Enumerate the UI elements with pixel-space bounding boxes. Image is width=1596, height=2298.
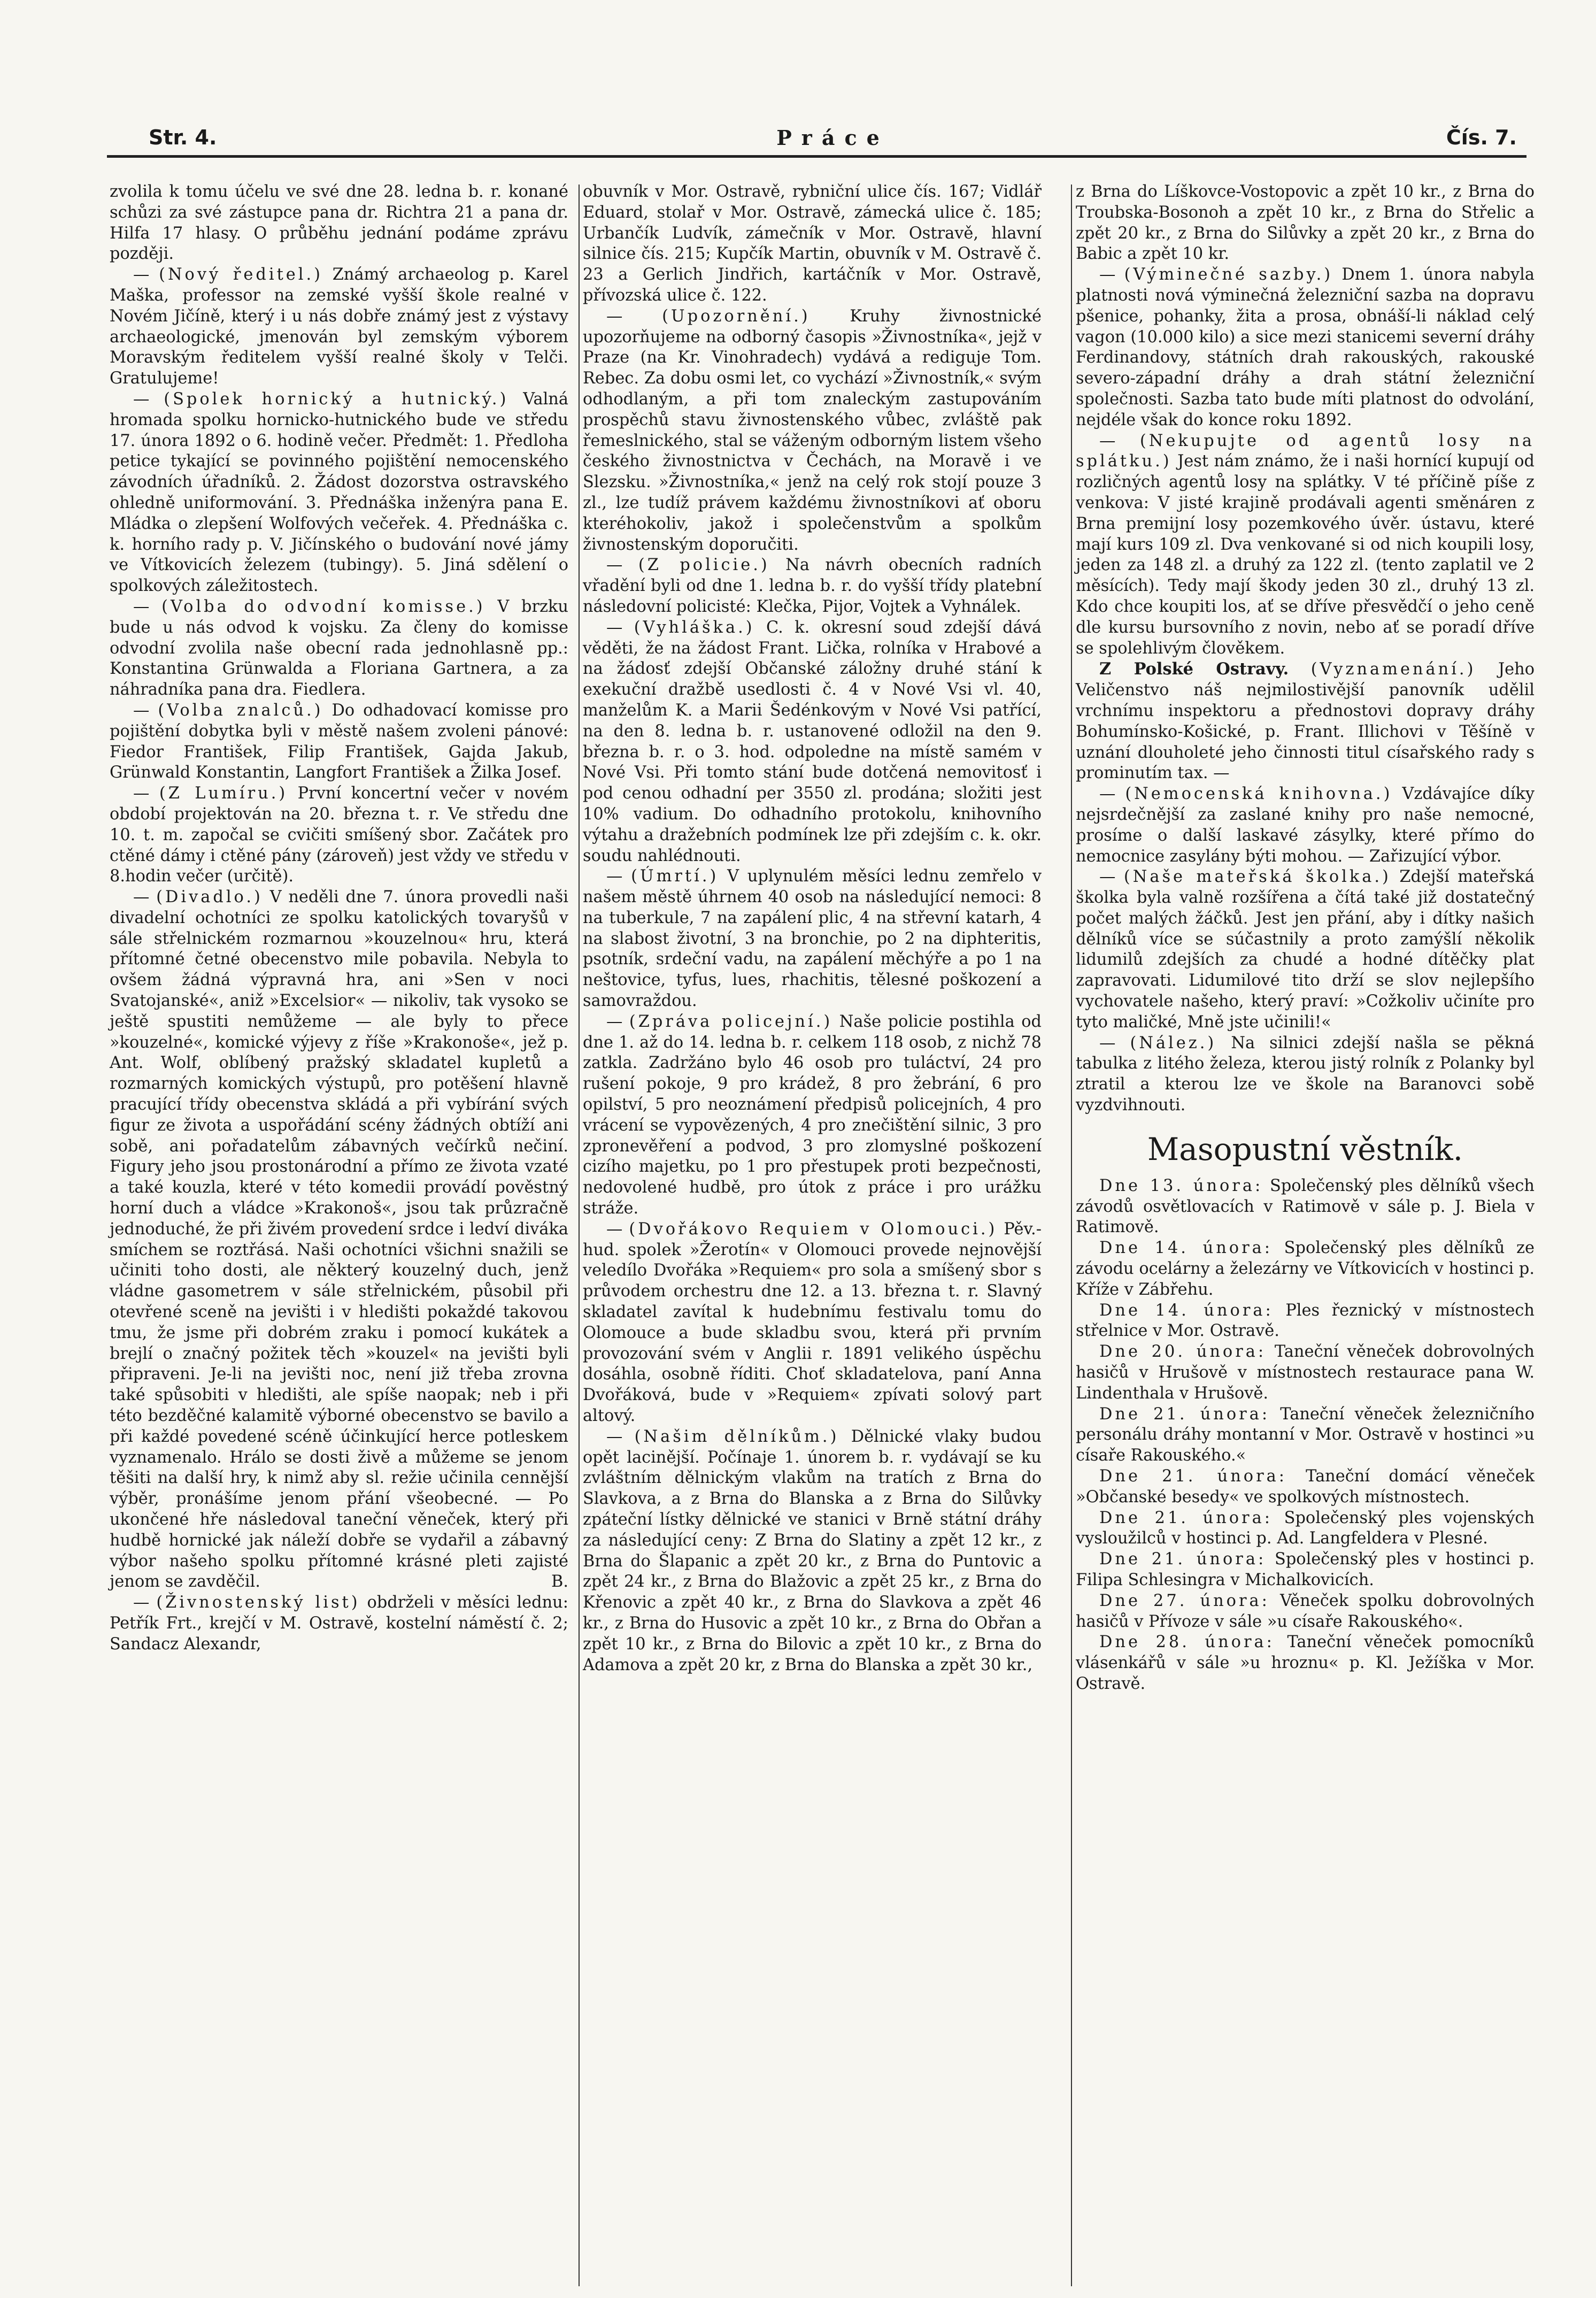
article-heading: (Nekupujte od agentů losy na splátku.) xyxy=(1076,431,1535,471)
event-date: Dne 13. února: xyxy=(1099,1176,1263,1195)
article-body: Jeho Veličenstvo náš nejmilostivější panovník udělil vrchnímu inspektoru a přednostovi dopravy dráhy Bohumínsko-Košické, p. Frant. Illichovi v Těšíně v uznání dlouholeté jeho činnosti titul císařského rady s prominutím tax. — xyxy=(1076,660,1535,783)
article-vyhlaska: — (Vyhláška.) C. k. okresní soud zdejší dává věděti, že na žádost Frant. Lička, rolníka v Hrabové a na žádosť zdejší Občanské záložny druhé stání k exekuční dražbě usedlosti č. 4 v Nové Vsi vl. 40, manželům K. a Marii Šedénkovým v Nové Vsi patřící, na den 8. ledna b. r. ustanovené odložil na den 9. března b. r. o 3. hod. odpoledne na místě samém v Nové Vsi. Při tomto stání bude dotčená nemovitosť i pod cenou odhadní per 3550 zl. prodána; složiti jest 10% vadium. Do odhadního protokolu, knihovního výtahu a dražebních podmínek lze při zdejším c. k. okr. soudu nahlédnouti. xyxy=(583,618,1042,865)
event-date: Dne 14. února: xyxy=(1099,1239,1273,1258)
article-heading: (Volba do odvodní komisse.) xyxy=(161,597,485,616)
event-date: Dne 21. února: xyxy=(1099,1550,1267,1569)
article-heading: (Volba znalců.) xyxy=(158,701,323,720)
event-item xyxy=(1076,1508,1535,1550)
article-spolek-hornicky: — (Spolek hornický a hutnický.) Valná hromada spolku hornicko-hutnického bude ve středu 17. února 1892 o 6. hodině večer. Předmět: 1. Předloha petice tykající se povinného pojištění nemocenského závodních úřadníků. 2. Žádost dozorstva ostravského ohledně uniformování. 3. Přednáška inženýra pana E. Mládka o zlepšení Wolfových večeřek. 4. Přednáška c. k. horního rady p. V. Jičínského o budování nové jámy ve Vítkovicích železem (tubingy). 5. Jiná sdělení o spolkových záležitostech. xyxy=(110,389,568,596)
article-heading: (Upozornění.) xyxy=(662,306,811,326)
article-heading: (Vyznamenání.) xyxy=(1310,660,1476,679)
event-text: Taneční domácí věneček »Občanské besedy« ve spolkových místnostech. xyxy=(1076,1467,1535,1507)
article-body: Naše policie postihla od dne 1. až do 14. ledna b. r. celkem 118 osob, z nichž 78 zatkla. Zadržáno bylo 46 osob pro tuláctví, 24 pro rušení pokoje, 9 pro krádež, 8 pro žebrání, 6 pro opilství, 5 pro neoznámení předpisů policejních, 4 pro vrácení se vypovězených, 4 pro znečištění silnic, 3 pro zpronevěření a podvod, 3 pro zlomyslné poškození cizího majetku, po 1 pro přestupek proti bezpečnosti, nedovolené hudbě, pro útok z práce i pro urážku stráže. xyxy=(583,1012,1042,1218)
event-text: Taneční věneček železničního personálu dráhy montanní v Mor. Ostravě v hostinci »u císaře Rakouského.« xyxy=(1076,1404,1535,1465)
article-divadlo: — (Divadlo.) V neděli dne 7. února provedli naši divadelní ochotníci ze spolku katolických tovaryšů v sále střelnickém rozmarnou »kouzelnou« hru, která přítomné četné obecenstvo mile pobavila. Nebyla to ovšem žádná výpravná hra, ani »Sen v noci Svatojanské«, aniž »Excelsior« — nikoliv, tak vysoko se ještě spustiti nemůžeme — ale byly to přece »kouzelné«, komické výjevy z říše »Krakonoše«, jež p. Ant. Wolf, oblíbený pražský skladatel kupletů a rozmarných komických výstupů, pro potěšení hlavně pracující třídy obecenstva skládá a při vybírání svých figur ze života a uspořádání scény žádných obtíží ani sobě, ani pořadatelům zábavných večírků nečiní. Figury jeho jsou prostonárodní a přímo ze života vzaté a také kouzla, které v této komedii provádí pověstný horní duch a vládce »Krakonoš«, jsou tak průzračně jednoduché, že při živém provedení srdce i ledví diváka smíchem se roztřásá. Naši ochotníci všichni snažili se učiniti toho dosti, ale některý kouzelný duch, jenž vládne gasometrem v sále střelnickém, působil při otevřené sceně na jevišti i v hledišti pokaždé takovou tmu, že jsme při dobrém zraku i pomocí kukátek a brejlí o značný požitek těch »kouzel« na jevišti byli připraveni. Je-li na jevišti noc, není již třeba zrovna také spůsobiti v hledišti, ale spíše naopak; neb i při této bezděčné kalamitě výborné obecenstvo se bavilo a při každé povedené scéně účinkující herce potleskem vyznamenalo. Hrálo se dosti živě a můžeme se jenom těšiti na další hry, k nimž aby sl. režie učinila cennější výběr, pronášíme jenom přání všeobecné. — Po ukončené hře následoval taneční věneček, který při hudbě hornické jak náleží dobře se vydařil a zábavný výbor našeho spolku přítomné krásné pleti zajisté jenom se zavděčil. B. xyxy=(110,887,568,1593)
event-item xyxy=(1076,1301,1535,1342)
column-divider xyxy=(1071,185,1072,2286)
article-body: C. k. okresní soud zdejší dává věděti, že na žádost Frant. Lička, rolníka v Hrabové a na žádosť zdejší Občanské záložny druhé stání k exekuční dražbě usedlosti č. 4 v Nové Vsi vl. 40, manželům K. a Marii Šedénkovým v Nové Vsi patřící, na den 8. ledna b. r. ustanovené odložil na den 9. března b. r. o 3. hod. odpoledne na místě samém v Nové Vsi. Při tomto stání bude dotčená nemovitosť i pod cenou odhadní per 3550 zl. prodána; složiti jest 10% vadium. Do odhadního protokolu, knihovního výtahu a dražebních podmínek lze při zdejším c. k. okr. soudu nahlédnouti. xyxy=(583,618,1042,865)
event-date: Dne 20. února: xyxy=(1099,1342,1267,1362)
article-body: V uplynulém měsíci lednu zemřelo v našem městě úhrnem 40 osob na následující nemoci: 8 na tuberkule, 7 na zapálení plic, 4 na střevní katarh, 4 na slabost životní, 3 na bronchie, po 2 na diphteritis, psotník, srdeční vadu, na zapálení měchýře a po 1 na neštovice, tyfus, lues, rhachitis, tělesné poškození a samovraždou. xyxy=(583,867,1042,1011)
article-continuation: obuvník v Mor. Ostravě, rybniční ulice čís. 167; Vidlář Eduard, stolař v Mor. Ostravě, zámecká ulice č. 185; Urbančík Ludvík, zámečník v Mor. Ostravě, hlavní silnice čís. 215; Kupčík Martin, obuvník v M. Ostravě č. 23 a Gerlich Jindřich, kartáčník v Mor. Ostravě, přívozská ulice č. 122. xyxy=(583,182,1042,305)
article-body: V brzku bude u nás odvod k vojsku. Za členy do komisse odvodní zvolila naše obecní rada jednohlasně pp.: Konstantina Grünwalda a Floriana Gartnera, a za náhradníka pana dra. Fiedlera. xyxy=(110,597,568,700)
event-date: Dne 21. února: xyxy=(1099,1404,1270,1424)
place-heading: Z Polské Ostravy. xyxy=(1099,659,1289,679)
events-list xyxy=(1076,1176,1535,1695)
event-item xyxy=(1076,1176,1535,1238)
article-z-policie: — (Z policie.) Na návrh obecních radních vřadění byli od dne 1. ledna b. r. do vyšší třídy platební následovní policisté: Klečka, Pijor, Vojtek a Vyhnálek. xyxy=(583,556,1042,616)
article-umrti: — (Úmrtí.) V uplynulém měsíci lednu zemřelo v našem městě úhrnem 40 osob na následující nemoci: 8 na tuberkule, 7 na zapálení plic, 4 na střevní katarh, 4 na slabost životní, 3 na bronchie, po 2 na diphteritis, psotník, srdeční vadu, na zapálení měchýře a po 1 na neštovice, tyfus, lues, rhachitis, tělesné poškození a samovraždou. xyxy=(583,867,1042,1011)
article-nekupujte: — (Nekupujte od agentů losy na splátku.) Jest nám známo, že i naši hornící kupují od rozličných agentů losy na splátky. V té příčině píše z venkova: V jisté krajině prodávali agenti směnáren z Brna premijní losy pozemkového úvěr. ústavu, které mají kurs 109 zl. Dva venkované si od nich koupili losy, jeden za 148 zl. a druhý za 122 zl. (tento zaplatil ve 2 měsících). Tedy mají škody jeden 30 zl., druhý 13 zl. Kdo chce koupiti los, ať se dříve přesvědčí o jeho ceně dle kursu bursovního z novin, nebo ať se poradí dříve se spolehlivým člověkem. xyxy=(1076,431,1535,658)
event-item xyxy=(1076,1591,1535,1633)
newspaper-title: Práce xyxy=(776,126,889,150)
column-3 xyxy=(1076,182,1535,1695)
article-body: Známý archaeolog p. Karel Maška, professor na zemské vyšší škole realné v Novém Jičíně, který i u nás dobře známý jest z výstavy archaeologické, jmenován byl zemským výborem Moravským ředitelem vyšší realné školy v Telči. Gratulujeme! xyxy=(110,265,568,388)
article-requiem: — (Dvořákovo Requiem v Olomouci.) Pěv.-hud. spolek »Žerotín« v Olomouci provede nejnovější veledílo Dvořáka »Requiem« pro sola a smíšený sbor s průvodem orchestru dne 12. a 13. března t. r. Slavný skladatel zavítal k hudebnímu festivalu tomu do Olomouce a bude skladbu svou, která při prvním provozování svém v Anglii r. 1891 velikého úspěchu dosáhla, osobně říditi. Choť skladatelova, paní Anna Dvořáková, bude v »Requiem« zpívati solový part altový. xyxy=(583,1219,1042,1426)
article-body: Na návrh obecních radních vřadění byli od dne 1. ledna b. r. do vyšší třídy platební následovní policisté: Klečka, Pijor, Vojtek a Vyhnálek. xyxy=(583,556,1042,616)
article-heading: (Výminečné sazby.) xyxy=(1124,265,1333,285)
event-item xyxy=(1076,1404,1535,1466)
event-date: Dne 28. února: xyxy=(1099,1633,1275,1652)
event-item xyxy=(1076,1632,1535,1694)
article-heading: (Úmrtí.) xyxy=(631,867,719,886)
article-body: Dělnické vlaky budou opět lacinější. Počínaje 1. únorem b. r. vydávají se ku zvláštním dělnickým vlakům na tratích z Brna do Slavkova, a z Brna do Blanska a z Brna do Silůvky zpáteční lístky dělnické ve stanici v Brně státní dráhy za následující ceny: Z Brna do Slatiny a zpět 12 kr., z Brna do Šlapanic a zpět 20 kr., z Brna do Puntovic a zpět 24 kr., z Brna do Blažovic a zpět 25 kr., z Brna do Křenovic a zpět 40 kr., z Brna do Slavkova a zpět 46 kr., z Brna do Husovic a zpět 10 kr., z Brna do Obřan a zpět 10 kr., z Brna do Bilovic a zpět 10 kr., z Brna do Adamova a zpět 20 kr, z Brna do Blanska a zpět 30 kr., xyxy=(583,1427,1042,1674)
article-volba-znalcu: — (Volba znalců.) Do odhadovací komisse pro pojištění dobytka byli v městě našem zvoleni pánové: Fiedor František, Filip František, Gajda Jakub, Grünwald Konstantin, Langfort František a Žilka Josef. xyxy=(110,701,569,782)
event-text: Společenský ples dělníků všech závodů osvětlovacích v Ratimově v sále p. J. Biela v Ratimově. xyxy=(1076,1176,1535,1237)
article-body: Pěv.-hud. spolek »Žerotín« v Olomouci provede nejnovější veledílo Dvořáka »Requiem« pro sola a smíšený sbor s průvodem orchestru dne 12. a 13. března t. r. Slavný skladatel zavítal k hudebnímu festivalu tomu do Olomouce a bude skladbu svou, která při prvním provozování svém v Anglii r. 1891 velikého úspěchu dosáhla, osobně říditi. Choť skladatelova, paní Anna Dvořáková, bude v »Requiem« zpívati solový part altový. xyxy=(583,1219,1042,1426)
article-body: Jest nám známo, že i naši hornící kupují od rozličných agentů losy na splátky. V té příčině píše z venkova: V jisté krajině prodávali agenti směnáren z Brna premijní losy pozemkového úvěr. ústavu, které mají kurs 109 zl. Dva venkované si od nich koupili losy, jeden za 148 zl. a druhý za 122 zl. (tento zaplatil ve 2 měsících). Tedy mají škody jeden 30 zl., druhý 13 zl. Kdo chce koupiti los, ať se dříve přesvědčí o jeho ceně dle kursu bursovního z novin, nebo ať se poradí dříve se spolehlivým člověkem. xyxy=(1076,452,1535,658)
article-nalez: — (Nález.) Na silnici zdejší našla se pěkná tabulka z litého železa, kterou jistý rolník z Polanky byl ztratil a kterou lze ve škole na Baranovci sobě vyzdvihnouti. xyxy=(1076,1033,1535,1115)
event-text: Věneček spolku dobrovolných hasičů v Přívoze v sále »u císaře Rakouského«. xyxy=(1076,1591,1535,1631)
event-text: Společenský ples dělníků ze závodu ocelárny a železárny ve Vítkovicích v hostinci p. Kříže v Zábřehu. xyxy=(1076,1239,1535,1299)
article-heading: (Nový ředitel.) xyxy=(159,265,323,285)
header-rule xyxy=(107,155,1526,158)
event-text: Společenský ples vojenských vysloužilců v hostinci p. Ad. Langfeldera v Plesné. xyxy=(1076,1508,1535,1548)
article-heading: (Nemocenská knihovna.) xyxy=(1125,785,1393,804)
event-date: Dne 21. února: xyxy=(1099,1467,1287,1486)
article-body: V neděli dne 7. února provedli naši divadelní ochotníci ze spolku katolických tovaryšů v sále střelnickém rozmarnou »kouzelnou« hru, která přítomné četné obecenstvo mile pobavila. Nebyla to ovšem žádná výpravná hra, ani »Sen v noci Svatojanské«, aniž »Excelsior« — nikoliv, tak vysoko se ještě spustiti nemůžeme — ale byly to přece »kouzelné«, komické výjevy z říše »Krakonoše«, jež p. Ant. Wolf, oblíbený pražský skladatel kupletů a rozmarných komických výstupů, pro potěšení hlavně pracující třídy obecenstva skládá a při vybírání svých figur ze života a uspořádání scény žádných obtíží ani sobě, ani pořadatelům zábavných večírků nečiní. Figury jeho jsou prostonárodní a přímo ze života vzaté a také kouzla, které v této komedii provádí pověstný horní duch a vládce »Krakonoš«, jsou tak průzračně jednoduché, že při živém provedení srdce i ledví diváka smíchem se roztřásá. Naši ochotníci všichni snažili se učiniti toho dosti, ale některý kouzelný duch, jenž vládne gasometrem v sále střelnickém, působil při otevřené sceně na jevišti i v hledišti pokaždé takovou tmu, že jsme při dobrém zraku i pomocí kukátek a brejlí o značný požitek těch »kouzel« na jevišti byli připraveni. Je-li na jevišti noc, není již třeba zrovna také spůsobiti v hledišti, ale spíše naopak; neb i při této bezděčné kalamitě výborné obecenstvo se bavilo a při každé povedené scéně účinkující herce potleskem vyznamenalo. Hrálo se dosti živě a můžeme se jenom těšiti na další hry, k nimž aby sl. režie učinila cennější výběr, pronášíme jenom přání všeobecné. — Po ukončené hře následoval taneční věneček, který při hudbě hornické jak náleží dobře se vydařil a zábavný výbor našeho spolku přítomné krásné pleti zajisté jenom se zavděčil. xyxy=(110,888,568,1592)
article-body: Do odhadovací komisse pro pojištění dobytka byli v městě našem zvoleni pánové: Fiedor František, Filip František, Gajda Jakub, Grünwald Konstantin, Langfort František a Žilka Josef. xyxy=(110,701,569,782)
article-heading: (Živnostenský list) xyxy=(156,1593,360,1612)
article-heading: (Z Lumíru.) xyxy=(159,784,288,803)
column-2 xyxy=(583,182,1042,1676)
article-body: Na silnici zdejší našla se pěkná tabulka z litého železa, kterou jistý rolník z Polanky byl ztratil a kterou lze ve škole na Baranovci sobě vyzdvihnouti. xyxy=(1076,1033,1535,1115)
event-date: Dne 27. února: xyxy=(1099,1591,1270,1610)
article-heading: (Nález.) xyxy=(1130,1033,1217,1052)
event-date: Dne 14. února: xyxy=(1099,1301,1274,1320)
article-z-lumiru: — (Z Lumíru.) První koncertní večer v novém období projektován na 20. března t. r. Ve středu dne 10. t. m. započal se cvičiti smíšený sbor. Začátek pro ctěné dámy i ctěné pány (zároveň) jest vždy ve středu v 8.hodin večer (určitě). xyxy=(110,784,568,886)
event-text: Taneční věneček pomocníků vlásenkářů v sále »u hroznu« p. Kl. Ježíška v Mor. Ostravě. xyxy=(1076,1633,1535,1693)
article-body: První koncertní večer v novém období projektován na 20. března t. r. Ve středu dne 10. t. m. započal se cvičiti smíšený sbor. Začátek pro ctěné dámy i ctěné pány (zároveň) jest vždy ve středu v 8.hodin večer (určitě). xyxy=(110,784,568,886)
event-text: Ples řeznický v místnostech střelnice v Mor. Ostravě. xyxy=(1076,1301,1535,1341)
article-body: Zdejší mateřská školka byla valně rozšířena a čítá také již dostatečný počet malých žáčků. Jest jen přání, aby i dítky našich dělníků více se súčastnily a proto zamýšlí několik lidumilů zdejších za chudé a hodné dítěčky plat zapravovati. Lidumilové tito drží se slov nejlepšího vychovatele našeho, který praví: »Cožkoliv učiníte pro tyto maličké, Mně jste učinili!« xyxy=(1076,867,1535,1032)
column-divider xyxy=(579,185,580,2286)
event-text: Taneční věneček dobrovolných hasičů v Hrušově v místnostech restaurace pana W. Lindenthala v Hrušově. xyxy=(1076,1342,1535,1403)
column-1 xyxy=(110,182,568,1655)
article-novy-reditel: — (Nový ředitel.) Známý archaeolog p. Karel Maška, professor na zemské vyšší škole realné v Novém Jičíně, který i u nás dobře známý jest z výstavy archaeologické, jmenován byl zemským výborem Moravským ředitelem vyšší realné školy v Telči. Gratulujeme! xyxy=(110,265,568,388)
article-vyminecne-sazby: — (Výminečné sazby.) Dnem 1. února nabyla platnosti nová výminečná železniční sazba na dopravu pšenice, pohanky, žita a prosa, obnáší-li náklad celý vagon (10.000 kilo) a sice mezi stanicemi severní dráhy Ferdinandovy, státních drah rakouských, rakouské severo-západní dráhy a drah státní železniční společnosti. Sazba tato bude míti platnost do odvolání, nejdéle však do konce roku 1892. xyxy=(1076,265,1535,429)
page-number: Str. 4. xyxy=(149,126,217,149)
article-heading: (Zpráva policejní.) xyxy=(629,1012,833,1031)
issue-number: Čís. 7. xyxy=(1446,126,1517,149)
article-heading: (Vyhláška.) xyxy=(634,618,755,637)
article-volba-odvodni: — (Volba do odvodní komisse.) V brzku bude u nás odvod k vojsku. Za členy do komisse odvodní zvolila naše obecní rada jednohlasně pp.: Konstantina Grünwalda a Floriana Gartnera, a za náhradníka pana dra. Fiedlera. xyxy=(110,597,568,700)
article-body: Vzdávajíce díky nejsrdečnější za zaslané knihy pro naše nemocné, prosíme o další laskavé zásylky, které přímo do nemocnice zasylány býti mohou. — Zařizující výbor. xyxy=(1076,785,1535,866)
event-date: Dne 21. února: xyxy=(1099,1508,1273,1527)
article-body: Valná hromada spolku hornicko-hutnického bude ve středu 17. února 1892 o 6. hodině večer. Předmět: 1. Předloha petice tykající se povinného pojištění nemocenského závodních úřadníků. 2. Žádost dozorstva ostravského ohledně uniformování. 3. Přednáška inženýra pana E. Mládka o zlepšení Wolfových večeřek. 4. Přednáška c. k. horního rady p. V. Jičínského o budování nové jámy ve Vítkovicích železem (tubingy). 5. Jiná sdělení o spolkových záležitostech. xyxy=(110,389,568,596)
event-text: Společenský ples v hostinci p. Filipa Schlesingra v Michalkovicích. xyxy=(1076,1550,1535,1589)
article-upozorneni: — (Upozornění.) Kruhy živnostnické upozorňujeme na odborný časopis »Živnostníka«, jejž v Praze (na Kr. Vinohradech) vydává a rediguje Tom. Rebec. Za dobu osmi let, co vychází »Živnostník,« svým odhodlaným, a při tom znaleckým zastupováním prospěchů stavu živnostenského vůbec, zvláště pak řemeslnického, stal se váženým odborným listem všeho českého živnostnictva v Čechách, na Moravě i ve Slezsku. »Živnostníka,« jenž na celý rok stojí pouze 3 zl., lze tudíž právem každému živnostníkovi ať oboru kteréhokoliv, jakož i společenstvům a spolkům živnostenským doporučiti. xyxy=(583,306,1042,554)
article-continuation: z Brna do Líškovce-Vostopovic a zpět 10 kr., z Brna do Troubska-Bosonoh a zpět 10 kr., z Brna do Střelic a zpět 20 kr., z Brna do Silůvky a zpět 20 kr., z Brna do Babic a zpět 10 kr. xyxy=(1076,182,1535,264)
article-vyznamenani xyxy=(1076,659,1535,784)
article-heading: (Naše mateřská školka.) xyxy=(1123,867,1391,887)
article-heading: (Dvořákovo Requiem v Olomouci.) xyxy=(629,1219,998,1239)
event-item xyxy=(1076,1466,1535,1508)
section-title: Masopustní věstník. xyxy=(1147,1131,1463,1167)
article-heading: (Spolek hornický a hutnický.) xyxy=(164,389,509,409)
article-body: Kruhy živnostnické upozorňujeme na odborný časopis »Živnostníka«, jejž v Praze (na Kr. Vinohradech) vydává a rediguje Tom. Rebec. Za dobu osmi let, co vychází »Živnostník,« svým odhodlaným, a při tom znaleckým zastupováním prospěchů stavu živnostenského vůbec, zvláště pak řemeslnického, stal se váženým odborným listem všeho českého živnostnictva v Čechách, na Moravě i ve Slezsku. »Živnostníka,« jenž na celý rok stojí pouze 3 zl., lze tudíž právem každému živnostníkovi ať oboru kteréhokoliv, jakož i společenstvům a spolkům živnostenským doporučiti. xyxy=(583,306,1042,554)
article-zprava-policejni: — (Zpráva policejní.) Naše policie postihla od dne 1. až do 14. ledna b. r. celkem 118 osob, z nichž 78 zatkla. Zadržáno bylo 46 osob pro tuláctví, 24 pro rušení pokoje, 9 pro krádež, 8 pro žebrání, 6 pro opilství, 5 pro neoznámení předpisů policejních, 4 pro vrácení se vypovězených, 4 pro znečištění silnic, 3 pro zpronevěření a podvod, 3 pro zlomyslné poškození cizího majetku, po 1 pro přestupek proti bezpečnosti, nedovolené hudbě, pro útok z práce i pro urážku stráže. xyxy=(583,1012,1042,1218)
article-heading: (Našim dělníkům.) xyxy=(634,1427,839,1446)
article-heading: (Divadlo.) xyxy=(156,888,263,907)
article-body: Dnem 1. února nabyla platnosti nová výminečná železniční sazba na dopravu pšenice, pohanky, žita a prosa, obnáší-li náklad celý vagon (10.000 kilo) a sice mezi stanicemi severní dráhy Ferdinandovy, státních drah rakouských, rakouské severo-západní dráhy a drah státní železniční společnosti. Sazba tato bude míti platnost do odvolání, nejdéle však do konce roku 1892. xyxy=(1076,265,1535,429)
article-zivnostensky-list: — (Živnostenský list) obdrželi v měsíci lednu: Petřík Frt., krejčí v M. Ostravě, kostelní náměstí č. 2; Sandacz Alexandr, xyxy=(110,1593,568,1654)
article-nasim-delnikum: — (Našim dělníkům.) Dělnické vlaky budou opět lacinější. Počínaje 1. únorem b. r. vydávají se ku zvláštním dělnickým vlakům na tratích z Brna do Slavkova, a z Brna do Blanska a z Brna do Silůvky zpáteční lístky dělnické ve stanici v Brně státní dráhy za následující ceny: Z Brna do Slatiny a zpět 12 kr., z Brna do Šlapanic a zpět 20 kr., z Brna do Puntovic a zpět 24 kr., z Brna do Blažovic a zpět 25 kr., z Brna do Křenovic a zpět 40 kr., z Brna do Slavkova a zpět 46 kr., z Brna do Husovic a zpět 10 kr., z Brna do Obřan a zpět 10 kr., z Brna do Bilovic a zpět 10 kr., z Brna do Adamova a zpět 20 kr, z Brna do Blanska a zpět 30 kr., xyxy=(583,1427,1042,1674)
event-item xyxy=(1076,1238,1535,1300)
event-item xyxy=(1076,1549,1535,1591)
article-materska-skolka: — (Naše mateřská školka.) Zdejší mateřská školka byla valně rozšířena a čítá také již dostatečný počet malých žáčků. Jest jen přání, aby i dítky našich dělníků více se súčastnily a proto zamýšlí několik lidumilů zdejších za chudé a hodné dítěčky plat zapravovati. Lidumilové tito drží se slov nejlepšího vychovatele našeho, který praví: »Cožkoliv učiníte pro tyto maličké, Mně jste učinili!« xyxy=(1076,867,1535,1032)
article-signature: B. xyxy=(551,1572,568,1592)
article-body: obdrželi v měsíci lednu: Petřík Frt., krejčí v M. Ostravě, kostelní náměstí č. 2; Sandacz Alexandr, xyxy=(110,1593,568,1654)
article-continuation: zvolila k tomu účelu ve své dne 28. ledna b. r. konané schůzi za své zástupce pana dr. Richtra 21 a pana dr. Hilfa 17 hlasy. O průběhu jednání podáme zprávu později. xyxy=(110,182,568,264)
article-heading: (Z policie.) xyxy=(638,556,770,575)
article-nemocenska-knihovna: — (Nemocenská knihovna.) Vzdávajíce díky nejsrdečnější za zaslané knihy pro naše nemocné, prosíme o další laskavé zásylky, které přímo do nemocnice zasylány býti mohou. — Zařizující výbor. xyxy=(1076,785,1535,866)
page-header xyxy=(144,126,1521,158)
event-item xyxy=(1076,1342,1535,1404)
